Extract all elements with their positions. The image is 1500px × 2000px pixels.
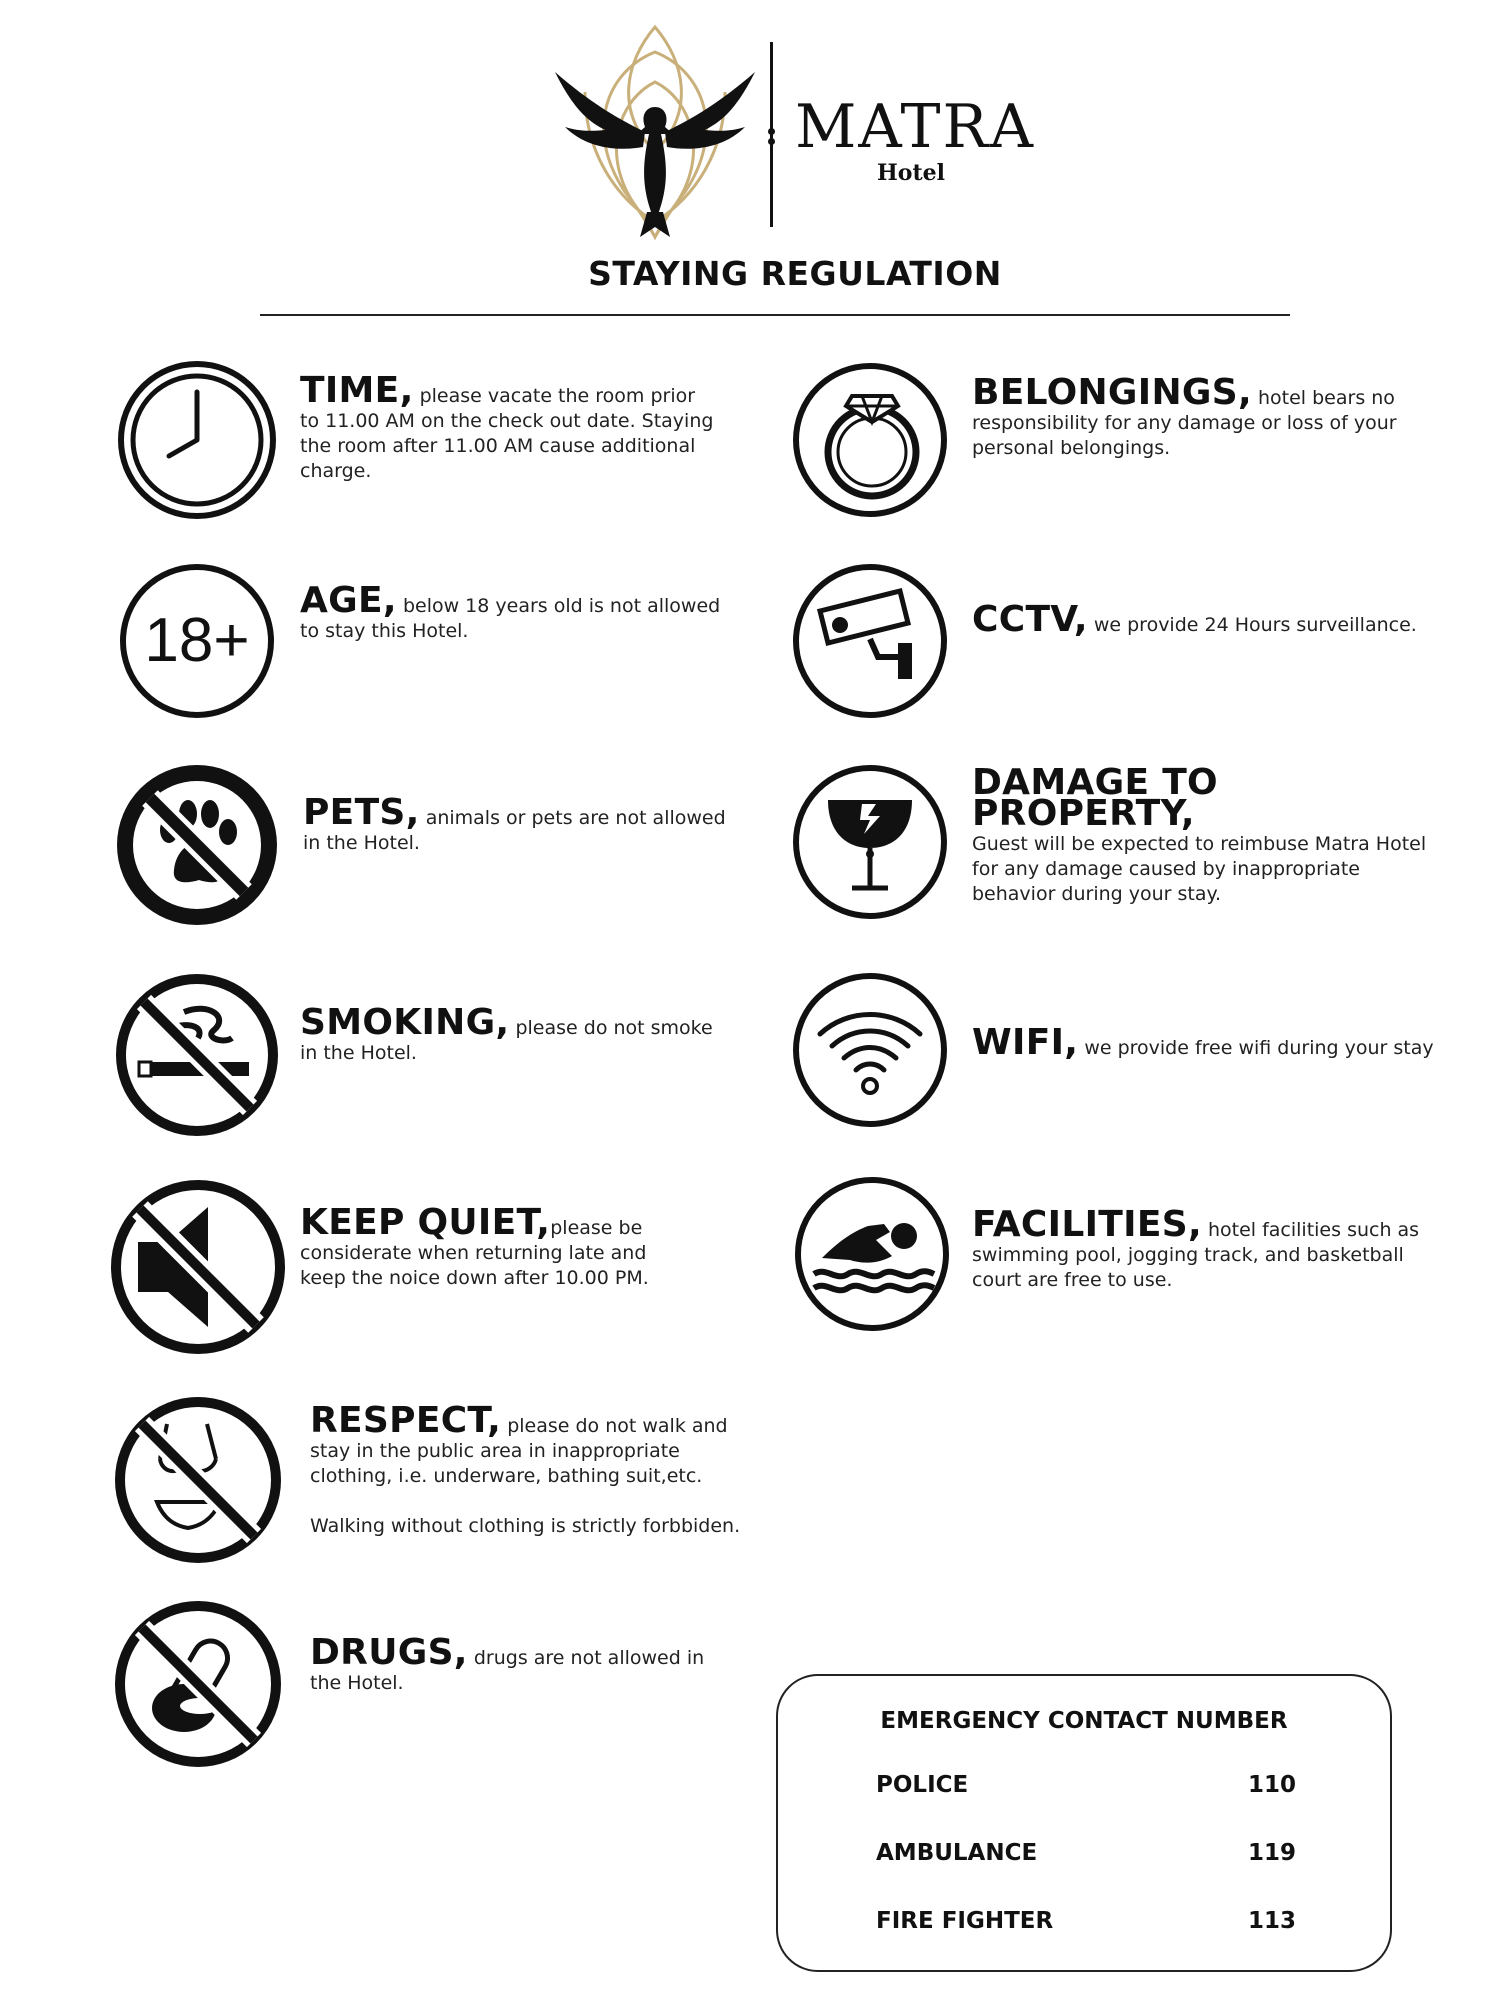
emergency-contact-box	[776, 1674, 1392, 1972]
rule-drugs-desc: drugs are not allowed in	[473, 1647, 705, 1669]
rule-wifi-desc: we provide free wifi during your stay	[1084, 1037, 1434, 1059]
rule-smoking-line: in the Hotel.	[300, 1042, 417, 1064]
no-drugs-icon	[112, 1598, 284, 1770]
rule-pets	[303, 792, 763, 856]
rule-respect-line: Walking without clothing is strictly forbbiden.	[310, 1515, 741, 1537]
rule-belongings-desc: hotel bears no	[1258, 387, 1395, 409]
rule-damage-heading: DAMAGE TO PROPERTY,	[972, 762, 1218, 834]
page-title: STAYING REGULATION	[588, 254, 1002, 293]
rule-facilities-line: court are free to use.	[972, 1269, 1173, 1291]
rule-respect-desc: please do not walk and	[507, 1415, 728, 1437]
emergency-row-ambulance	[876, 1840, 1296, 1870]
emergency-name: AMBULANCE	[876, 1840, 1038, 1866]
rule-cctv	[972, 599, 1432, 640]
rule-damage-line: Guest will be expected to reimbuse Matra Hotel	[972, 833, 1427, 855]
rule-time-line: charge.	[300, 460, 372, 482]
rule-time	[300, 370, 760, 484]
brand-name: MATRA	[795, 92, 1036, 162]
rule-keep-quiet-line: considerate when returning late and	[300, 1242, 647, 1264]
rule-keep-quiet-heading: KEEP QUIET,	[300, 1202, 551, 1243]
emergency-number: 119	[1247, 1840, 1296, 1866]
rule-pets-desc: animals or pets are not allowed	[425, 807, 726, 829]
rule-smoking-desc: please do not smoke	[515, 1017, 713, 1039]
emergency-title: EMERGENCY CONTACT NUMBER	[880, 1708, 1288, 1734]
rule-drugs-line: the Hotel.	[310, 1672, 404, 1694]
rule-respect-line: clothing, i.e. underware, bathing suit,etc.	[310, 1465, 703, 1487]
rule-wifi	[972, 1022, 1442, 1063]
rule-smoking-heading: SMOKING,	[300, 1002, 510, 1043]
no-swimwear-icon	[112, 1394, 284, 1566]
wifi-icon	[790, 970, 950, 1130]
rule-time-heading: TIME,	[300, 370, 414, 411]
rule-damage-line: for any damage caused by inappropriate	[972, 858, 1360, 880]
rule-damage	[972, 762, 1442, 907]
emergency-number: 110	[1247, 1772, 1296, 1798]
age-18-plus-icon	[117, 561, 277, 721]
emergency-row-police	[876, 1772, 1296, 1802]
rule-wifi-heading: WIFI,	[972, 1022, 1079, 1063]
brand-subtitle: Hotel	[877, 160, 945, 186]
rule-facilities-desc: hotel facilities such as	[1207, 1219, 1420, 1241]
rule-facilities	[972, 1204, 1442, 1293]
rule-belongings-line: personal belongings.	[972, 437, 1171, 459]
rule-time-desc: please vacate the room prior	[419, 385, 696, 407]
emergency-name: FIRE FIGHTER	[876, 1908, 1054, 1934]
rule-drugs	[310, 1632, 770, 1696]
rule-respect-line	[310, 1489, 790, 1514]
rule-time-line: to 11.00 AM on the check out date. Staying	[300, 410, 714, 432]
logo-divider	[770, 42, 773, 227]
rule-belongings-line: responsibility for any damage or loss of your	[972, 412, 1397, 434]
clock-icon	[117, 360, 277, 520]
rule-cctv-desc: we provide 24 Hours surveillance.	[1093, 614, 1417, 636]
rule-damage-line: behavior during your stay.	[972, 883, 1222, 905]
title-divider	[260, 314, 1290, 316]
rule-time-line: the room after 11.00 AM cause additional	[300, 435, 696, 457]
eagle-lotus-logo-icon	[545, 22, 765, 252]
no-smoking-icon	[114, 972, 280, 1138]
rule-age	[300, 580, 760, 644]
rule-belongings-heading: BELONGINGS,	[972, 372, 1252, 413]
rule-pets-heading: PETS,	[303, 792, 420, 833]
emergency-name: POLICE	[876, 1772, 969, 1798]
rule-facilities-line: swimming pool, jogging track, and basketball	[972, 1244, 1404, 1266]
rule-age-desc: below 18 years old is not allowed	[402, 595, 721, 617]
rule-smoking	[300, 1002, 760, 1066]
rule-respect-heading: RESPECT,	[310, 1400, 502, 1441]
rule-facilities-heading: FACILITIES,	[972, 1204, 1202, 1245]
broken-glass-icon	[790, 762, 950, 922]
rule-drugs-heading: DRUGS,	[310, 1632, 468, 1673]
rule-belongings	[972, 372, 1432, 461]
ring-icon	[790, 360, 950, 520]
emergency-row-fire-fighter	[876, 1908, 1296, 1938]
cctv-camera-icon	[790, 561, 950, 721]
swimmer-icon	[792, 1174, 952, 1334]
rule-keep-quiet-line: keep the noice down after 10.00 PM.	[300, 1267, 649, 1289]
rule-keep-quiet	[300, 1202, 780, 1291]
rule-age-heading: AGE,	[300, 580, 397, 621]
rule-pets-line: in the Hotel.	[303, 832, 420, 854]
emergency-number: 113	[1247, 1908, 1296, 1934]
rule-respect-line: stay in the public area in inappropriate	[310, 1440, 680, 1462]
rule-respect	[310, 1400, 790, 1539]
rule-cctv-heading: CCTV,	[972, 599, 1088, 640]
no-pets-icon	[114, 762, 280, 928]
rule-age-line: to stay this Hotel.	[300, 620, 469, 642]
age-icon-label: 18+	[144, 606, 250, 675]
rule-keep-quiet-desc: please be	[550, 1217, 643, 1239]
mute-speaker-icon	[108, 1177, 288, 1357]
